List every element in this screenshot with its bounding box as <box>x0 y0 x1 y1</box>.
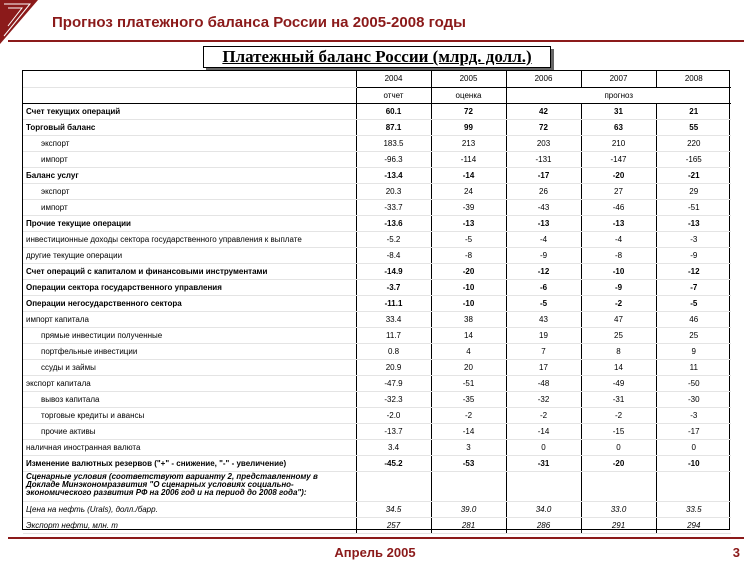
cell-2008: 29 <box>656 183 731 199</box>
row-label: другие текущие операции <box>23 247 356 263</box>
row-label: Операции негосударственного сектора <box>23 295 356 311</box>
table-row <box>23 375 731 391</box>
table-row <box>23 439 731 455</box>
cell-2006: 43 <box>506 311 581 327</box>
table-row <box>23 311 731 327</box>
cell-2007: -49 <box>581 375 656 391</box>
balance-table-container <box>22 70 730 530</box>
cell-2005: -8 <box>431 247 506 263</box>
table-row <box>23 423 731 439</box>
cell-2006: 7 <box>506 343 581 359</box>
cell-2007: -13 <box>581 215 656 231</box>
cell-2005: 99 <box>431 119 506 135</box>
cell-2004: 60.1 <box>356 103 431 119</box>
table-row <box>23 231 731 247</box>
cell-2008: -10 <box>656 455 731 471</box>
table-row <box>23 359 731 375</box>
row-label: экспорт <box>23 135 356 151</box>
cell-2007: 27 <box>581 183 656 199</box>
row-label: Прочие текущие операции <box>23 215 356 231</box>
cell-2008: 294 <box>656 517 731 533</box>
row-label: экспорт <box>23 183 356 199</box>
cell-2007: -46 <box>581 199 656 215</box>
cell-2006: -9 <box>506 247 581 263</box>
cell-2006: -5 <box>506 295 581 311</box>
row-label: прочие активы <box>23 423 356 439</box>
cell-2006: -14 <box>506 423 581 439</box>
table-row <box>23 501 731 517</box>
cell-2005: 38 <box>431 311 506 327</box>
row-label: Торговый баланс <box>23 119 356 135</box>
row-label: экспорт капитала <box>23 375 356 391</box>
table-row <box>23 517 731 533</box>
cell-2006: 203 <box>506 135 581 151</box>
cell-2005: 20 <box>431 359 506 375</box>
status-forecast: прогноз <box>506 87 731 103</box>
cell-2006: 72 <box>506 119 581 135</box>
cell-2007: 210 <box>581 135 656 151</box>
cell-2004: 0.8 <box>356 343 431 359</box>
cell-2004: 87.1 <box>356 119 431 135</box>
footer-date: Апрель 2005 <box>334 545 416 560</box>
cell-2008: -17 <box>656 423 731 439</box>
table-row <box>23 199 731 215</box>
row-label: прямые инвестиции полученные <box>23 327 356 343</box>
cell-2004: -47.9 <box>356 375 431 391</box>
cell-2004: -5.2 <box>356 231 431 247</box>
cell-2007: -147 <box>581 151 656 167</box>
cell-2008: -3 <box>656 231 731 247</box>
cell-2005: -5 <box>431 231 506 247</box>
cell-2004: -13.6 <box>356 215 431 231</box>
cell-2006: 17 <box>506 359 581 375</box>
cell-2008: -30 <box>656 391 731 407</box>
table-row <box>23 455 731 471</box>
cell-2008: 9 <box>656 343 731 359</box>
cell-2008: 33.5 <box>656 501 731 517</box>
cell-2004: -8.4 <box>356 247 431 263</box>
row-label: Изменение валютных резервов ("+" - снижение, "-" - увеличение) <box>23 455 356 471</box>
cell-2005: 4 <box>431 343 506 359</box>
cell-2008: -21 <box>656 167 731 183</box>
row-label: наличная иностранная валюта <box>23 439 356 455</box>
table-row <box>23 263 731 279</box>
row-label: Экспорт нефти, млн. т <box>23 517 356 533</box>
status-2004: отчет <box>356 87 431 103</box>
cell-2007: -15 <box>581 423 656 439</box>
cell-2004: -45.2 <box>356 455 431 471</box>
cell-2007: -20 <box>581 167 656 183</box>
cell-2008: 220 <box>656 135 731 151</box>
cell-2004: -13.7 <box>356 423 431 439</box>
year-2006: 2006 <box>506 71 581 87</box>
cell-2006: -131 <box>506 151 581 167</box>
cell-2006: -48 <box>506 375 581 391</box>
cell-2008: 25 <box>656 327 731 343</box>
table-row <box>23 151 731 167</box>
cell-2007: 8 <box>581 343 656 359</box>
status-2005: оценка <box>431 87 506 103</box>
table-row <box>23 183 731 199</box>
cell-2008: 46 <box>656 311 731 327</box>
cell-2004: -96.3 <box>356 151 431 167</box>
cell-2007: 0 <box>581 439 656 455</box>
cell-2006: -32 <box>506 391 581 407</box>
row-label: торговые кредиты и авансы <box>23 407 356 423</box>
cell-2005: 281 <box>431 517 506 533</box>
empty-cell <box>656 471 731 501</box>
cell-2005: 3 <box>431 439 506 455</box>
cell-2006: -6 <box>506 279 581 295</box>
cell-2005: -10 <box>431 279 506 295</box>
cell-2005: 213 <box>431 135 506 151</box>
cell-2007: -20 <box>581 455 656 471</box>
table-row <box>23 215 731 231</box>
cell-2007: -2 <box>581 407 656 423</box>
cell-2006: 19 <box>506 327 581 343</box>
header-title: Прогноз платежного баланса России на 2005-2008 годы <box>52 14 466 31</box>
cell-2004: 257 <box>356 517 431 533</box>
cell-2008: -51 <box>656 199 731 215</box>
cell-2006: 26 <box>506 183 581 199</box>
status-header-row <box>23 87 731 103</box>
empty-cell <box>506 471 581 501</box>
cell-2006: -12 <box>506 263 581 279</box>
cell-2006: 286 <box>506 517 581 533</box>
page-title: Платежный баланс России (млрд. долл.) <box>203 46 551 68</box>
cell-2007: 33.0 <box>581 501 656 517</box>
cell-2005: 72 <box>431 103 506 119</box>
cell-2008: -7 <box>656 279 731 295</box>
cell-2007: 31 <box>581 103 656 119</box>
cell-2004: -2.0 <box>356 407 431 423</box>
row-label: портфельные инвестиции <box>23 343 356 359</box>
year-2007: 2007 <box>581 71 656 87</box>
table-row <box>23 247 731 263</box>
cell-2005: -14 <box>431 423 506 439</box>
cell-2007: 291 <box>581 517 656 533</box>
row-label: импорт капитала <box>23 311 356 327</box>
cell-2004: 20.9 <box>356 359 431 375</box>
cell-2008: -3 <box>656 407 731 423</box>
cell-2005: 14 <box>431 327 506 343</box>
cell-2008: 21 <box>656 103 731 119</box>
cell-2006: -43 <box>506 199 581 215</box>
row-label: инвестиционные доходы сектора государственного управления к выплате <box>23 231 356 247</box>
cell-2005: -39 <box>431 199 506 215</box>
cell-2007: -4 <box>581 231 656 247</box>
table-row <box>23 327 731 343</box>
row-label: Счет операций с капиталом и финансовыми инструментами <box>23 263 356 279</box>
row-label: Операции сектора государственного управления <box>23 279 356 295</box>
cell-2008: -12 <box>656 263 731 279</box>
cell-2004: -14.9 <box>356 263 431 279</box>
cell-2008: 55 <box>656 119 731 135</box>
cell-2005: -10 <box>431 295 506 311</box>
empty-cell <box>431 471 506 501</box>
empty-cell <box>356 471 431 501</box>
year-header-row <box>23 71 731 87</box>
table-row <box>23 407 731 423</box>
cell-2005: -13 <box>431 215 506 231</box>
cell-2005: -53 <box>431 455 506 471</box>
row-label: импорт <box>23 151 356 167</box>
year-2008: 2008 <box>656 71 731 87</box>
header-divider <box>8 40 744 42</box>
row-label: Счет текущих операций <box>23 103 356 119</box>
table-row <box>23 119 731 135</box>
cell-2007: -31 <box>581 391 656 407</box>
table-row <box>23 167 731 183</box>
header-blank <box>23 71 356 87</box>
scenario-note-row <box>23 471 731 501</box>
cell-2005: 24 <box>431 183 506 199</box>
table-row <box>23 279 731 295</box>
cell-2004: 3.4 <box>356 439 431 455</box>
cell-2004: -11.1 <box>356 295 431 311</box>
cell-2008: 0 <box>656 439 731 455</box>
cell-2006: -2 <box>506 407 581 423</box>
cell-2005: -2 <box>431 407 506 423</box>
page-number: 3 <box>732 545 740 560</box>
cell-2008: -13 <box>656 215 731 231</box>
cell-2007: -2 <box>581 295 656 311</box>
table-row <box>23 135 731 151</box>
cell-2006: 42 <box>506 103 581 119</box>
cell-2005: -35 <box>431 391 506 407</box>
cell-2004: -32.3 <box>356 391 431 407</box>
table-row <box>23 103 731 119</box>
cell-2008: 11 <box>656 359 731 375</box>
cell-2004: 33.4 <box>356 311 431 327</box>
cell-2007: -8 <box>581 247 656 263</box>
scenario-note: Сценарные условия (соответствуют варианту 2, представленному в Докладе Минэкономразвития "О сценарных условиях социально-экономического развития РФ на 2006 год и на период до 2008 года"): <box>23 471 356 501</box>
cell-2006: 0 <box>506 439 581 455</box>
cell-2006: -13 <box>506 215 581 231</box>
cell-2006: -31 <box>506 455 581 471</box>
cell-2004: 20.3 <box>356 183 431 199</box>
footer-divider <box>8 537 744 539</box>
cell-2006: -17 <box>506 167 581 183</box>
cell-2008: -5 <box>656 295 731 311</box>
table-row <box>23 343 731 359</box>
cell-2006: 34.0 <box>506 501 581 517</box>
balance-of-payments-table <box>23 71 731 534</box>
cell-2004: -13.4 <box>356 167 431 183</box>
header-blank <box>23 87 356 103</box>
table-row <box>23 295 731 311</box>
cell-2008: -165 <box>656 151 731 167</box>
row-label: вывоз капитала <box>23 391 356 407</box>
cell-2007: -9 <box>581 279 656 295</box>
table-row <box>23 391 731 407</box>
empty-cell <box>581 471 656 501</box>
row-label: Цена на нефть (Urals), долл./барр. <box>23 501 356 517</box>
cell-2004: 34.5 <box>356 501 431 517</box>
row-label: импорт <box>23 199 356 215</box>
cell-2005: -14 <box>431 167 506 183</box>
cell-2004: 183.5 <box>356 135 431 151</box>
cell-2007: 47 <box>581 311 656 327</box>
table-body <box>23 103 731 533</box>
row-label: Баланс услуг <box>23 167 356 183</box>
year-2004: 2004 <box>356 71 431 87</box>
cell-2007: -10 <box>581 263 656 279</box>
cell-2008: -9 <box>656 247 731 263</box>
corner-logo-icon <box>0 0 38 44</box>
cell-2005: 39.0 <box>431 501 506 517</box>
cell-2005: -114 <box>431 151 506 167</box>
cell-2007: 25 <box>581 327 656 343</box>
row-label: ссуды и займы <box>23 359 356 375</box>
cell-2004: 11.7 <box>356 327 431 343</box>
cell-2005: -51 <box>431 375 506 391</box>
year-2005: 2005 <box>431 71 506 87</box>
cell-2007: 63 <box>581 119 656 135</box>
cell-2006: -4 <box>506 231 581 247</box>
cell-2005: -20 <box>431 263 506 279</box>
cell-2004: -33.7 <box>356 199 431 215</box>
cell-2004: -3.7 <box>356 279 431 295</box>
cell-2007: 14 <box>581 359 656 375</box>
cell-2008: -50 <box>656 375 731 391</box>
